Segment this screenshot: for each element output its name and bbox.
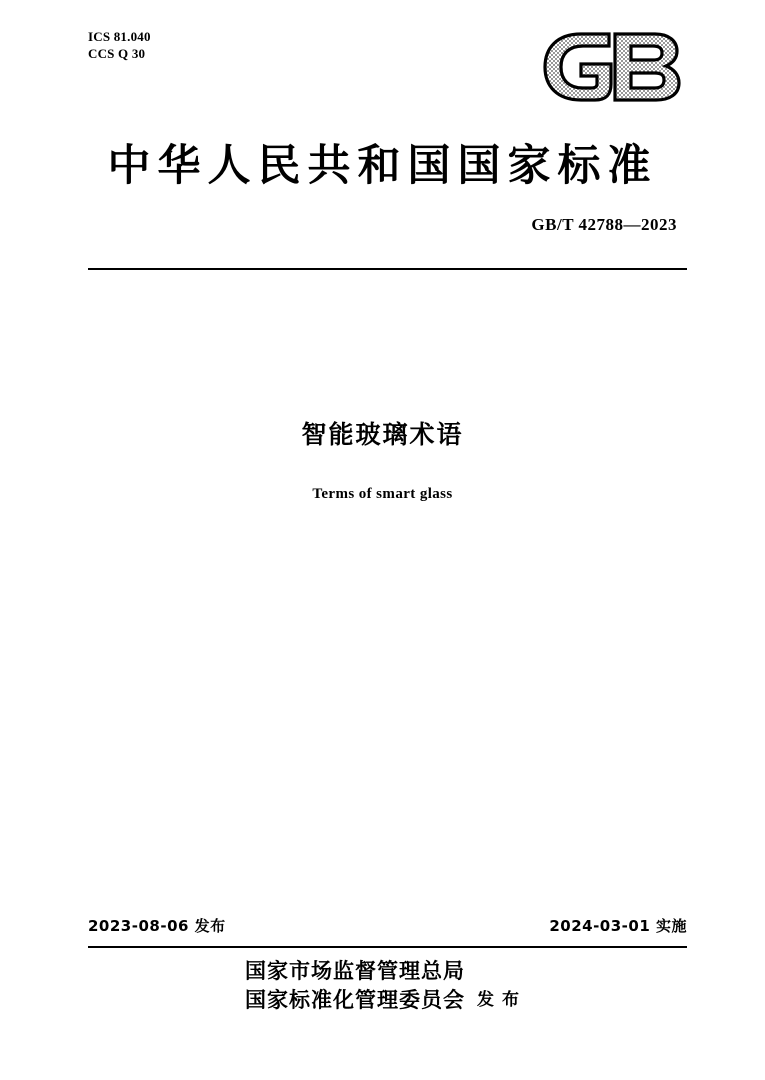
effective-date: 2024-03-01 实施 [549,917,687,935]
issuing-authorities [0,956,765,1014]
issuer-names [245,956,465,1014]
ccs-code: CCS Q 30 [88,46,146,61]
header-divider [88,268,687,270]
issue-verb: 发 布 [477,990,520,1010]
ics-code: ICS 81.040 [88,29,151,44]
classification-codes [88,28,151,62]
standard-number: GB/T 42788—2023 [531,215,677,234]
issuer-line-1: 国家市场监督管理总局 [245,958,466,983]
page-title: 中华人民共和国国家标准 [107,141,658,191]
footer-divider [88,946,687,948]
issuer-line-2: 国家标准化管理委员会 [245,987,466,1012]
gb-logo-icon [537,28,687,106]
document-title-chinese: 智能玻璃术语 [301,420,464,449]
issue-date: 2023-08-06 发布 [88,917,226,935]
document-title-english: Terms of smart glass [312,486,453,502]
